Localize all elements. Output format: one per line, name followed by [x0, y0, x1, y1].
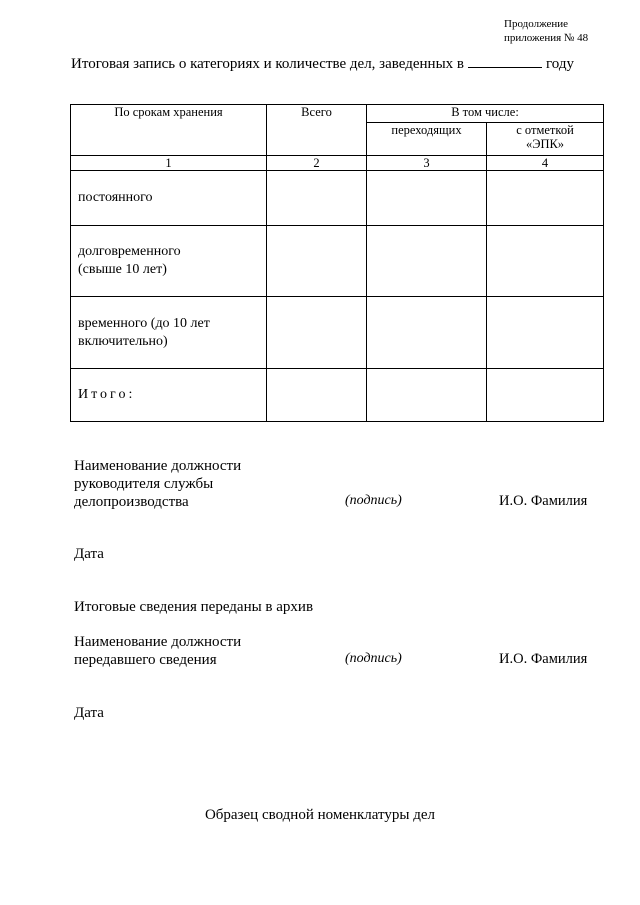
- cell-total: [267, 369, 367, 422]
- row-label-line2: включительно): [78, 333, 168, 349]
- cell-epk: [487, 171, 604, 226]
- document-title: [71, 55, 574, 73]
- cell-total: [267, 297, 367, 369]
- header-epk-line1: с отметкой: [516, 123, 574, 137]
- name-placeholder-1: И.О. Фамилия: [499, 493, 588, 509]
- cell-total: [267, 226, 367, 297]
- cell-total: [267, 171, 367, 226]
- footer-caption: Образец сводной номенклатуры дел: [204, 807, 436, 823]
- position-line: руководителя службы: [74, 476, 214, 492]
- header-epk-line2: «ЭПК»: [525, 137, 565, 151]
- row-label-temporary: [71, 297, 267, 369]
- cell-carryover: [367, 226, 487, 297]
- cell-carryover: [367, 297, 487, 369]
- position-line: передавшего сведения: [74, 652, 217, 668]
- position-title-2: [74, 633, 241, 669]
- continuation-line-2: приложения № 48: [504, 32, 589, 44]
- position-title-1: [74, 457, 241, 511]
- table-row: [71, 171, 604, 226]
- column-number: 4: [487, 156, 604, 171]
- row-label-line1: Итого:: [78, 387, 136, 402]
- continuation-note: [504, 17, 588, 45]
- header-including: В том числе:: [367, 105, 604, 123]
- continuation-line-1: Продолжение: [504, 18, 569, 30]
- cell-epk: [487, 226, 604, 297]
- column-number: 1: [71, 156, 267, 171]
- title-after: году: [545, 56, 574, 72]
- header-storage-terms: По срокам хранения: [71, 105, 267, 156]
- row-label-line1: постоянного: [78, 190, 153, 205]
- name-placeholder-2: И.О. Фамилия: [499, 651, 588, 667]
- position-line: делопроизводства: [74, 494, 189, 510]
- column-number: 2: [267, 156, 367, 171]
- header-epk: [487, 123, 604, 156]
- transferred-statement: Итоговые сведения переданы в архив: [74, 599, 314, 615]
- position-line: Наименование должности: [74, 634, 242, 650]
- row-label-line1: временного (до 10 лет: [78, 315, 210, 331]
- header-carryover: переходящих: [367, 123, 487, 156]
- date-label-1: Дата: [74, 546, 104, 562]
- position-line: Наименование должности: [74, 458, 242, 474]
- row-label-line1: долговременного: [78, 244, 181, 259]
- title-before: Итоговая запись о категориях и количестве дел, заведенных в: [71, 56, 464, 72]
- signature-placeholder-1: (подпись): [345, 493, 402, 508]
- column-number: 3: [367, 156, 487, 171]
- row-label-permanent: [71, 171, 267, 226]
- cell-epk: [487, 297, 604, 369]
- year-blank: [468, 55, 542, 68]
- cell-epk: [487, 369, 604, 422]
- cell-carryover: [367, 369, 487, 422]
- cell-carryover: [367, 171, 487, 226]
- table-row: [71, 297, 604, 369]
- summary-table: [70, 104, 604, 422]
- date-label-2: Дата: [74, 705, 104, 721]
- header-total: Всего: [267, 105, 367, 156]
- table-row: [71, 226, 604, 297]
- row-label-total: [71, 369, 267, 422]
- table-row: [71, 369, 604, 422]
- row-label-long-term: [71, 226, 267, 297]
- row-label-line2: (свыше 10 лет): [78, 262, 167, 277]
- signature-placeholder-2: (подпись): [345, 651, 402, 666]
